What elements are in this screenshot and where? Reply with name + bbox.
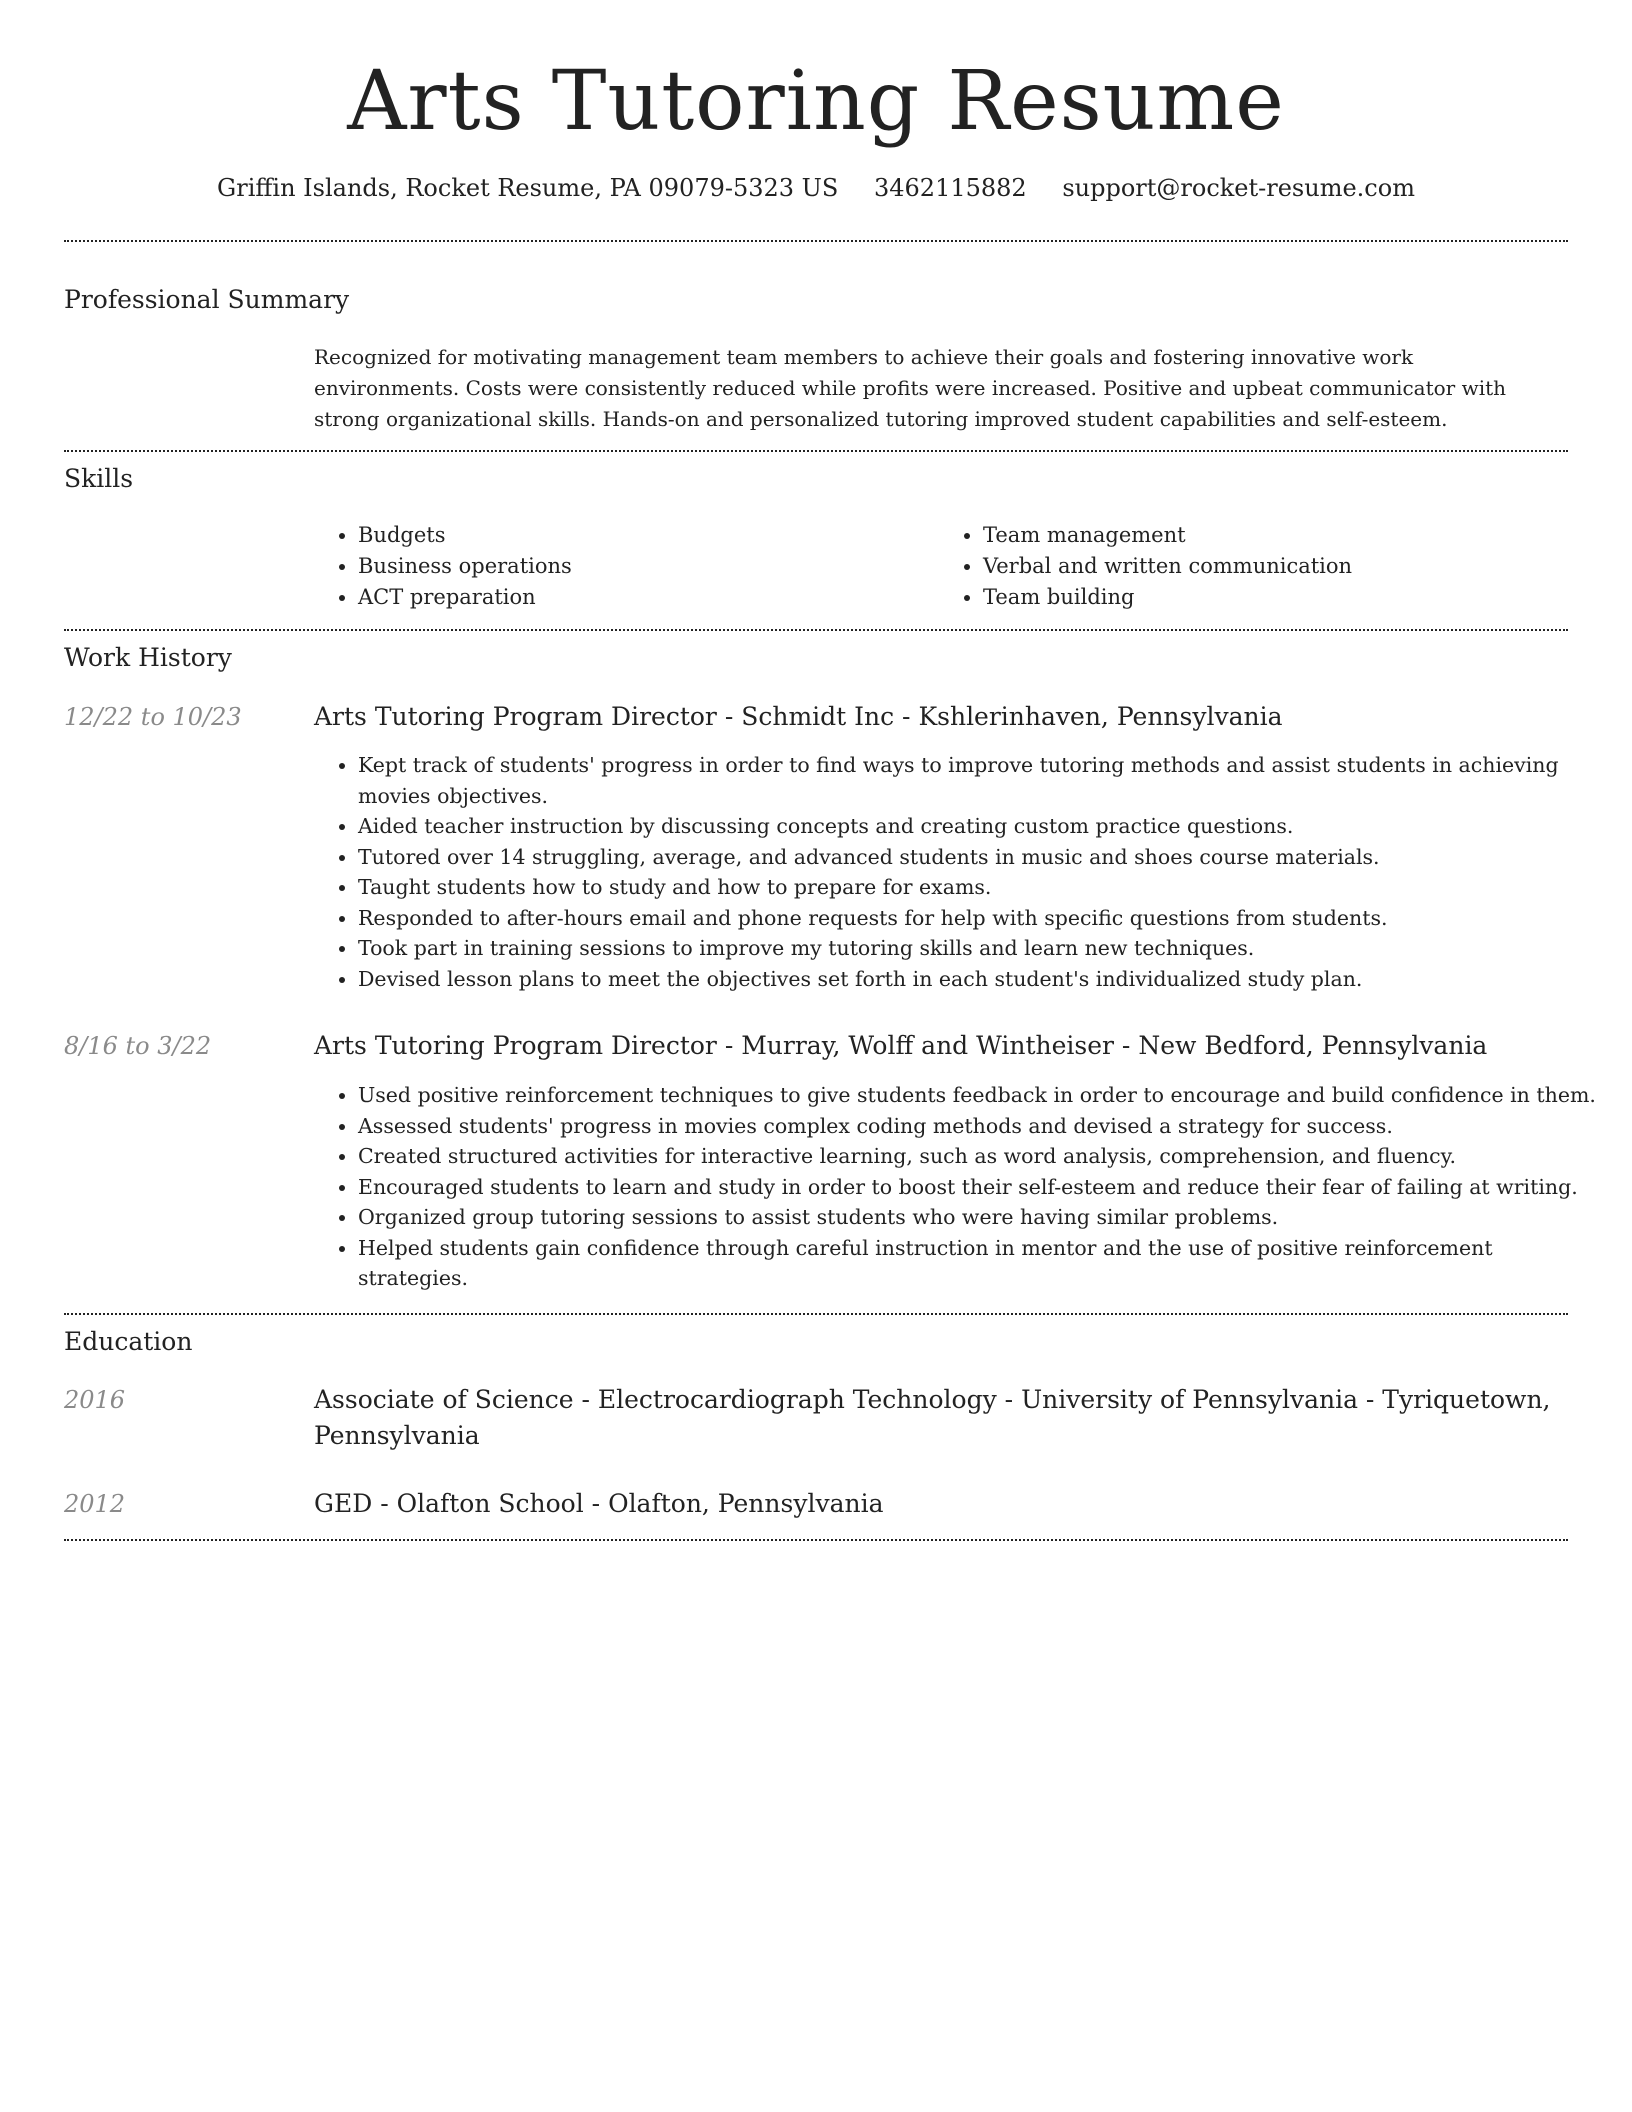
- job-bullet: • Taught students how to study and how to prepare for exams.: [358, 872, 1608, 903]
- section-title-work: Work History: [64, 643, 232, 672]
- divider: [64, 1539, 1568, 1541]
- contact-address: Griffin Islands, Rocket Resume, PA 09079-5323 US: [217, 174, 839, 202]
- education-year: 2012: [64, 1490, 126, 1518]
- education-heading: GED - Olafton School - Olafton, Pennsylvania: [314, 1489, 884, 1518]
- job-bullet: • Used positive reinforcement techniques to give students feedback in order to encourage and build confidence in them.: [358, 1080, 1608, 1111]
- job-bullet: • Took part in training sessions to improve my tutoring skills and learn new techniques.: [358, 933, 1608, 964]
- job-heading: Arts Tutoring Program Director - Schmidt Inc - Kshlerinhaven, Pennsylvania: [314, 702, 1283, 731]
- resume-name: Arts Tutoring Resume: [347, 54, 1285, 149]
- job-bullet: • Responded to after-hours email and phone requests for help with specific questions from students.: [358, 903, 1608, 934]
- skill-item: • Budgets: [358, 520, 939, 551]
- section-title-education: Education: [64, 1327, 193, 1356]
- skill-item: • Verbal and written communication: [983, 551, 1564, 582]
- job-bullet: • Devised lesson plans to meet the objectives set forth in each student's individualized study plan.: [358, 964, 1608, 995]
- job-bullet: • Organized group tutoring sessions to assist students who were having similar problems.: [358, 1202, 1608, 1233]
- contact-phone: 3462115882: [873, 174, 1027, 202]
- job-heading: Arts Tutoring Program Director - Murray, Wolff and Wintheiser - New Bedford, Pennsylvania: [314, 1031, 1488, 1060]
- divider: [64, 1313, 1568, 1315]
- skill-item: • ACT preparation: [358, 582, 939, 613]
- job-bullet: • Helped students gain confidence through careful instruction in mentor and the use of positive reinforcement strategies.: [358, 1233, 1608, 1294]
- education-year: 2016: [64, 1386, 126, 1414]
- skill-item: • Business operations: [358, 551, 939, 582]
- section-title-summary: Professional Summary: [64, 285, 350, 314]
- job-bullet: • Aided teacher instruction by discussing concepts and creating custom practice questions.: [358, 811, 1608, 842]
- education-heading: Associate of Science - Electrocardiograph Technology - University of Pennsylvania - Tyriquetown, Pennsylvania: [314, 1385, 1551, 1450]
- summary-text: Recognized for motivating management team members to achieve their goals and fostering innovative work environments. Costs were consistently reduced while profits were increased. Positive and upbeat communicator with strong organizational skills. Hands-on and personalized tutoring improved student capabilities and self-esteem.: [314, 345, 1507, 431]
- divider: [64, 240, 1568, 242]
- job-bullet: • Created structured activities for interactive learning, such as word analysis, comprehension, and fluency.: [358, 1141, 1608, 1172]
- job-dates: 8/16 to 3/22: [64, 1032, 212, 1060]
- skill-item: • Team building: [983, 582, 1564, 613]
- job-bullets: [314, 750, 1608, 994]
- divider: [64, 629, 1568, 631]
- skill-item: • Team management: [983, 520, 1564, 551]
- skills-list: [314, 520, 1564, 613]
- contact-line: [64, 170, 1568, 206]
- divider: [64, 450, 1568, 452]
- job-bullet: • Assessed students' progress in movies complex coding methods and devised a strategy for success.: [358, 1111, 1608, 1142]
- job-bullet: • Tutored over 14 struggling, average, and advanced students in music and shoes course materials.: [358, 842, 1608, 873]
- job-bullet: • Encouraged students to learn and study in order to boost their self-esteem and reduce their fear of failing at writing.: [358, 1172, 1608, 1203]
- contact-email: support@rocket-resume.com: [1062, 174, 1415, 202]
- skills-column-right: [939, 520, 1564, 613]
- job-bullets: [314, 1080, 1608, 1294]
- job-bullet: • Kept track of students' progress in order to find ways to improve tutoring methods and assist students in achieving movies objectives.: [358, 750, 1608, 811]
- section-title-skills: Skills: [64, 464, 134, 493]
- job-dates: 12/22 to 10/23: [64, 703, 242, 731]
- skills-column-left: [314, 520, 939, 613]
